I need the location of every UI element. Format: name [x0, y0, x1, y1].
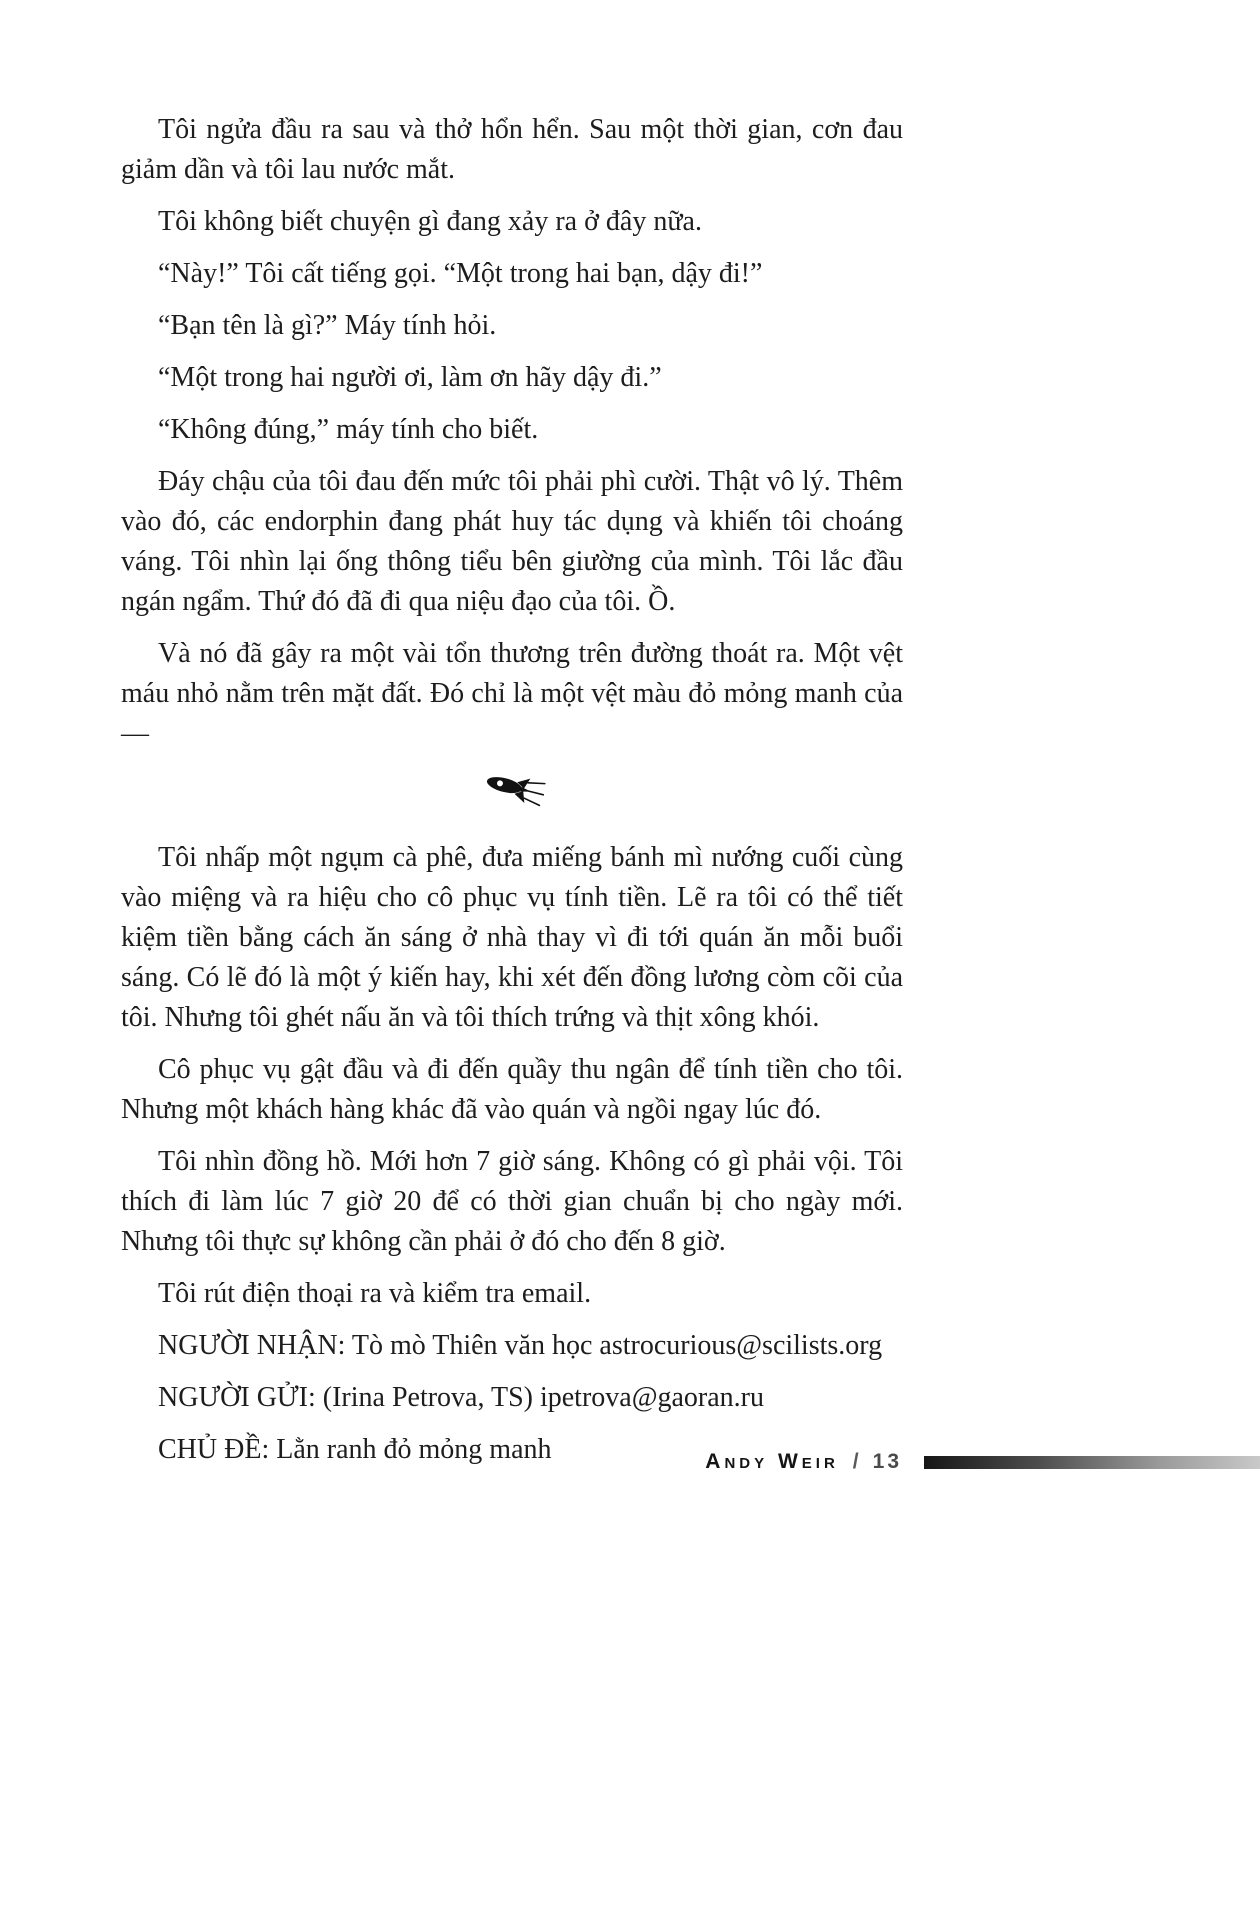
scene-break-ornament	[121, 770, 903, 816]
page-footer	[0, 1448, 1260, 1476]
footer-separator: /	[852, 1450, 863, 1473]
paragraph-dialogue: “Bạn tên là gì?” Máy tính hỏi.	[158, 310, 497, 341]
paragraph-dialogue: “Không đúng,” máy tính cho biết.	[158, 414, 539, 445]
paragraph: Tôi nhấp một ngụm cà phê, đưa miếng bánh mì nướng cuối cùng vào miệng và ra hiệu cho cô phục vụ tính tiền. Lẽ ra tôi có thể tiết kiệm tiền bằng cách ăn sáng ở nhà thay vì đi tới quán ăn mỗi buổi sáng. Có lẽ đó là một ý kiến hay, khi xét đến đồng lương còm cõi của tôi. Nhưng tôi ghét nấu ăn và tôi thích trứng và thịt xông khói.	[121, 842, 903, 1033]
author-name: Andy Weir	[705, 1450, 839, 1473]
email-to-line: NGƯỜI NHẬN: Tò mò Thiên văn học astrocurious@scilists.org	[158, 1330, 883, 1361]
paragraph: Tôi nhìn đồng hồ. Mới hơn 7 giờ sáng. Không có gì phải vội. Tôi thích đi làm lúc 7 giờ 20 để có thời gian chuẩn bị cho ngày mới. Nhưng tôi thực sự không cần phải ở đó cho đến 8 giờ.	[121, 1146, 903, 1257]
email-from-line: NGƯỜI GỬI: (Irina Petrova, TS) ipetrova@gaoran.ru	[158, 1382, 764, 1413]
rocket-icon	[476, 763, 548, 812]
footer-gradient-bar	[924, 1456, 1260, 1469]
paragraph: Tôi ngửa đầu ra sau và thở hổn hển. Sau một thời gian, cơn đau giảm dần và tôi lau nước mắt.	[121, 114, 903, 185]
paragraph: Tôi không biết chuyện gì đang xảy ra ở đây nữa.	[158, 206, 702, 237]
paragraph: Và nó đã gây ra một vài tổn thương trên đường thoát ra. Một vệt máu nhỏ nằm trên mặt đất. Đó chỉ là một vệt màu đỏ mỏng manh của—	[121, 638, 903, 749]
page-text-block	[121, 110, 903, 1482]
paragraph: Cô phục vụ gật đầu và đi đến quầy thu ngân để tính tiền cho tôi. Nhưng một khách hàng khác đã vào quán và ngồi ngay lúc đó.	[121, 1054, 903, 1125]
paragraph-dialogue: “Này!” Tôi cất tiếng gọi. “Một trong hai bạn, dậy đi!”	[158, 258, 763, 289]
paragraph: Tôi rút điện thoại ra và kiểm tra email.	[158, 1278, 592, 1309]
email-subject-line: CHỦ ĐỀ: Lằn ranh đỏ mỏng manh	[158, 1434, 552, 1465]
paragraph: Đáy chậu của tôi đau đến mức tôi phải phì cười. Thật vô lý. Thêm vào đó, các endorphin đang phát huy tác dụng và khiến tôi choáng váng. Tôi nhìn lại ống thông tiểu bên giường của mình. Tôi lắc đầu ngán ngẩm. Thứ đó đã đi qua niệu đạo của tôi. Ồ.	[121, 466, 903, 617]
page-number: 13	[872, 1450, 902, 1473]
paragraph-dialogue: “Một trong hai người ơi, làm ơn hãy dậy đi.”	[158, 362, 662, 393]
